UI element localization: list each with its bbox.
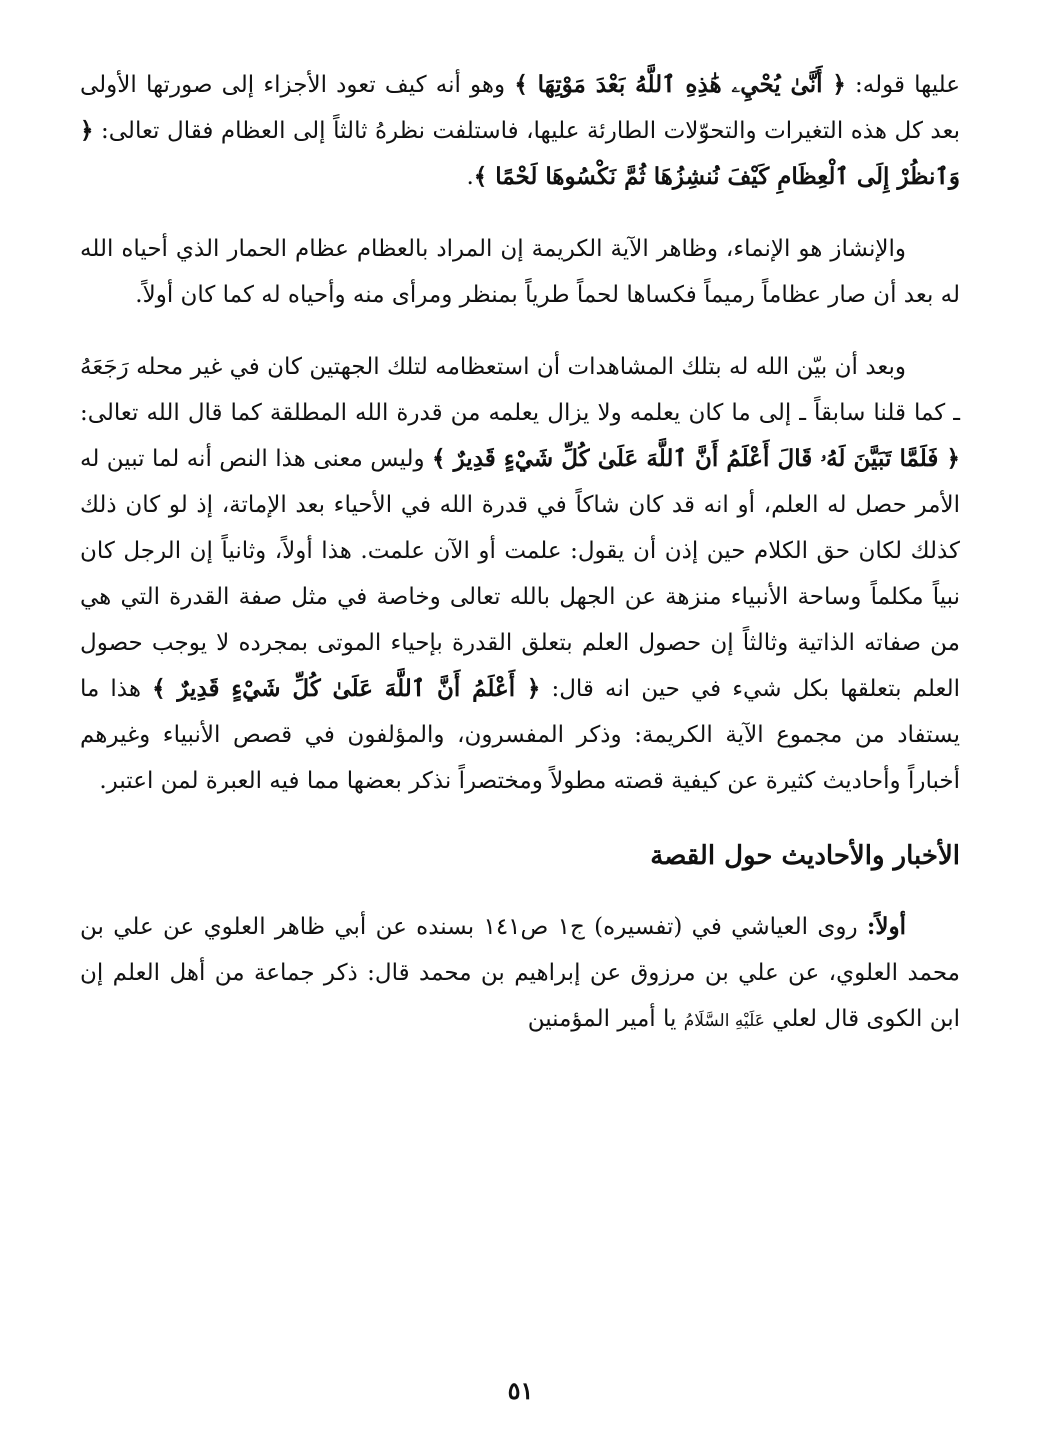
quran-verse-2: ﴿ وَٱنظُرْ إِلَى ٱلْعِظَامِ كَيْفَ نُنشِزُهَا ثُمَّ نَكْسُوهَا لَحْمًا ﴾ [80, 117, 960, 190]
paragraph-3 [80, 344, 960, 804]
section-heading: الأخبار والأحاديث حول القصة [650, 841, 960, 871]
quran-verse-1: ﴿ أَنَّىٰ يُحْيِۦ هَٰذِهِ ٱللَّهُ بَعْدَ مَوْتِهَا ﴾ [514, 71, 846, 98]
page-number: ٥١ [507, 1376, 534, 1405]
paragraph-1 [80, 62, 960, 200]
page-body [80, 62, 960, 1070]
paragraph-4-lead: أولاً: [866, 913, 906, 940]
paragraph-3-text-b: وليس معنى هذا النص أنه لما تبين له الأمر حصل له العلم، أو انه قد كان شاكاً في قدرة الله في الأحياء بعد الإماتة، إذ لو كان ذلك كذلك لكان حق الكلام حين إذن أن يقول: علمت أو الآن علمت. هذا أولاً، وثانياً إن الرجل كان نبياً مكلماً وساحة الأنبياء منزهة عن الجهل بالله تعالى وخاصة في مثل صفة القدرة التي هي من صفاته الذاتية وثالثاً إن حصول العلم بتعلق القدرة بإحياء الموتى بمجرده لا يوجب حصول العلم بتعلقها بكل شيء في حين انه قال: [80, 446, 960, 702]
paragraph-4-text-end: يا أمير المؤمنين [527, 1006, 684, 1032]
quran-verse-3: ﴿ فَلَمَّا تَبَيَّنَ لَهُۥ قَالَ أَعْلَمُ أَنَّ ٱللَّهَ عَلَىٰ كُلِّ شَيْءٍ قَدِيرٌ ﴾ [432, 445, 960, 472]
paragraph-1-text-b: وهو أنه كيف تعود الأجزاء إلى صورتها الأولى بعد كل هذه التغيرات والتحوّلات الطارئة عليها، فاستلفت نظرهُ ثالثاً إلى العظام فقال تعالى: [80, 72, 960, 144]
paragraph-4-text: روى العياشي في (تفسيره) ج١ ص١٤١ بسنده عن أبي ظاهر العلوي عن علي بن محمد العلوي، عن علي بن مرزوق عن إبراهيم بن محمد قال: ذكر جماعة من أهل العلم إن ابن الكوى قال لعلي [80, 914, 960, 1032]
honorific-glyph: عَلَيْهِ السَّلَامُ [683, 1011, 765, 1031]
paragraph-1-text-c: . [466, 164, 474, 190]
paragraph-2-text: والإنشاز هو الإنماء، وظاهر الآية الكريمة إن المراد بالعظام عظام الحمار الذي أحياه الله له بعد أن صار عظاماً رميماً فكساها لحماً طرياً بمنظر ومرأى منه وأحياه له كما كان أولاً. [80, 236, 960, 308]
quran-verse-4: ﴿ أَعْلَمُ أَنَّ ٱللَّهَ عَلَىٰ كُلِّ شَيْءٍ قَدِيرٌ ﴾ [152, 675, 541, 702]
paragraph-2 [80, 226, 960, 318]
paragraph-3-text-c: هذا ما يستفاد من مجموع الآية الكريمة: وذكر المفسرون، والمؤلفون في قصص الأنبياء وغيرهم أخباراً وأحاديث كثيرة عن كيفية قصته مطولاً ومختصراً نذكر بعضها مما فيه العبرة لمن اعتبر. [80, 676, 960, 794]
paragraph-4 [80, 904, 960, 1044]
paragraph-3-text-a: وبعد أن بيّن الله له بتلك المشاهدات أن استعظامه لتلك الجهتين كان في غير محله رَجَعَهُ ـ كما قلنا سابقاً ـ إلى ما كان يعلمه ولا يزال يعلمه من قدرة الله المطلقة كما قال الله تعالى: [80, 354, 960, 426]
paragraph-1-text-a: عليها قوله: [845, 72, 961, 98]
